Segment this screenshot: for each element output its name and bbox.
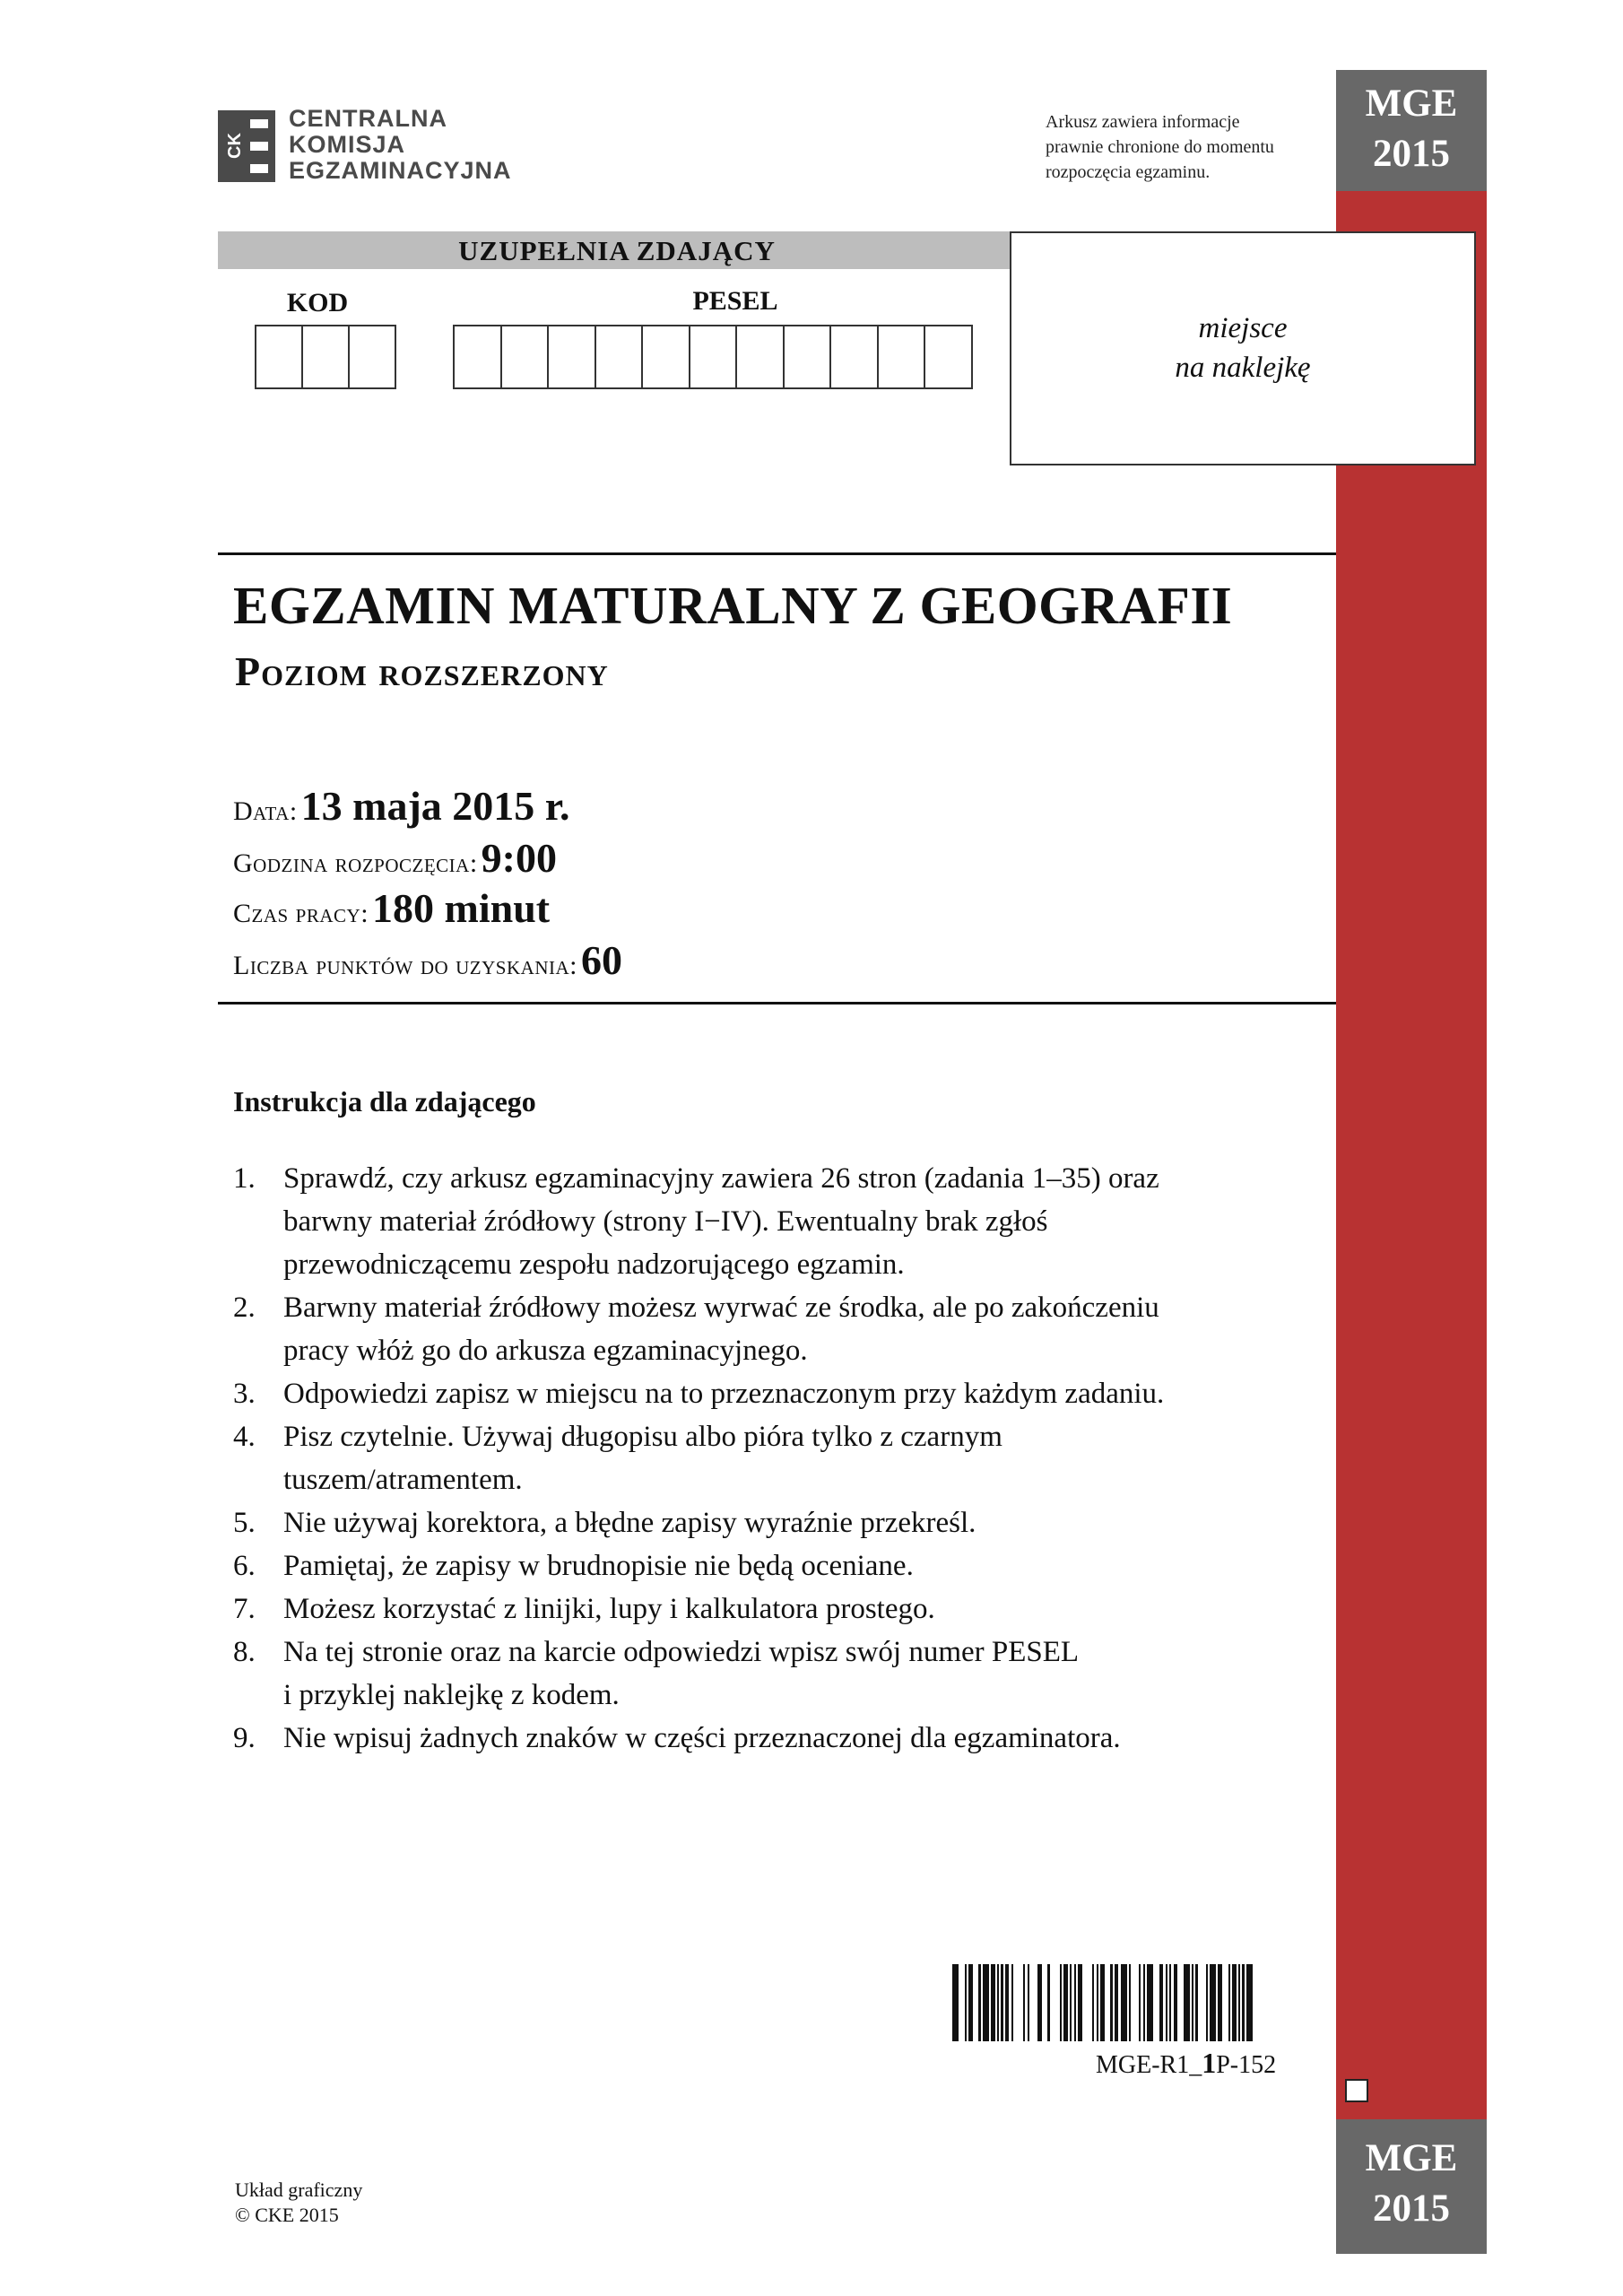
side-code: MGE [1365, 83, 1458, 125]
side-year: 2015 [1373, 133, 1450, 175]
logo-line: KOMISJA [289, 131, 406, 158]
date-value: 13 maja 2015 r. [300, 783, 570, 829]
sticker-line: na naklejkę [1175, 352, 1311, 384]
duration-row [233, 884, 550, 932]
date-label: Data: [233, 796, 298, 826]
list-item [233, 1544, 1327, 1587]
pesel-label: PESEL [692, 286, 778, 316]
notice-line: rozpoczęcia egzaminu. [1046, 162, 1211, 182]
notice-line: Arkusz zawiera informacje [1046, 112, 1240, 132]
start-label: Godzina rozpoczęcia: [233, 848, 478, 878]
instructions-list [233, 1157, 1327, 1760]
duration-label: Czas pracy: [233, 899, 369, 928]
instructions-heading: Instrukcja dla zdającego [233, 1085, 536, 1118]
pesel-cell[interactable] [549, 326, 596, 387]
list-item [233, 1717, 1327, 1760]
points-label: Liczba punktów do uzyskania: [233, 951, 577, 980]
pesel-cell[interactable] [879, 326, 926, 387]
pesel-cell[interactable] [831, 326, 879, 387]
item-number: 5. [233, 1507, 256, 1539]
kod-cell[interactable] [350, 326, 396, 387]
pesel-cell[interactable] [925, 326, 973, 387]
kod-cell[interactable] [256, 326, 303, 387]
pesel-cell[interactable] [643, 326, 690, 387]
points-value: 60 [580, 937, 622, 983]
start-value: 9:00 [481, 835, 557, 881]
divider [218, 1002, 1336, 1004]
list-item [233, 1587, 1327, 1631]
item-text: Odpowiedzi zapisz w miejscu na to przeznaczonym przy każdym zadaniu. [283, 1378, 1165, 1410]
form-header-title: UZUPEŁNIA ZDAJĄCY [458, 235, 776, 266]
start-row [233, 834, 557, 882]
logo-text [289, 106, 512, 184]
item-number: 1. [233, 1162, 256, 1195]
pesel-cell[interactable] [455, 326, 502, 387]
sticker-line: miejsce [1198, 312, 1288, 344]
side-code: MGE [1365, 2137, 1458, 2179]
item-number: 9. [233, 1722, 256, 1754]
item-text: Pisz czytelnie. Używaj długopisu albo pióra tylko z czarnym tuszem/atramentem. [283, 1421, 1002, 1496]
divider [218, 552, 1336, 555]
item-number: 8. [233, 1636, 256, 1668]
side-code-bottom [1336, 2119, 1487, 2254]
item-text: Nie wpisuj żadnych znaków w części przeznaczonej dla egzaminatora. [283, 1722, 1121, 1754]
pesel-cell[interactable] [690, 326, 738, 387]
side-red-band [1336, 191, 1487, 2119]
footer-line: © CKE 2015 [235, 2204, 339, 2226]
barcode-label [1096, 2048, 1276, 2081]
list-item [233, 1157, 1327, 1286]
side-year: 2015 [1373, 2187, 1450, 2230]
list-item [233, 1415, 1327, 1501]
pesel-cell[interactable] [596, 326, 644, 387]
item-number: 2. [233, 1292, 256, 1324]
footer [235, 2178, 362, 2228]
kod-cell[interactable] [303, 326, 350, 387]
item-number: 7. [233, 1593, 256, 1625]
pesel-field[interactable] [453, 325, 973, 389]
pesel-cell[interactable] [785, 326, 832, 387]
barcode-icon [952, 1964, 1311, 2041]
item-text: Na tej stronie oraz na karcie odpowiedzi wpisz swój numer PESEL i przyklej naklejkę z kodem. [283, 1636, 1080, 1711]
logo-mark-text: CK [225, 133, 245, 160]
exam-level: Poziom rozszerzony [235, 648, 609, 694]
barcode-prefix: MGE-R1_ [1096, 2051, 1202, 2079]
pesel-cell[interactable] [737, 326, 785, 387]
points-row [233, 936, 622, 984]
sticker-label [1010, 309, 1476, 387]
kod-label: KOD [286, 288, 349, 317]
list-item [233, 1372, 1327, 1415]
cke-logo-icon [218, 110, 275, 182]
duration-value: 180 minut [372, 885, 551, 931]
barcode-bold: 1 [1202, 2047, 1217, 2079]
item-text: Możesz korzystać z linijki, lupy i kalkulatora prostego. [283, 1593, 935, 1625]
item-number: 4. [233, 1421, 256, 1453]
footer-line: Układ graficzny [235, 2179, 363, 2201]
pesel-cell[interactable] [502, 326, 550, 387]
side-code-top [1336, 70, 1487, 191]
date-row [233, 782, 570, 830]
legal-notice [1046, 109, 1274, 185]
list-item [233, 1286, 1327, 1372]
exam-title: EGZAMIN MATURALNY Z GEOGRAFII [233, 576, 1233, 635]
barcode-suffix: P-152 [1216, 2051, 1277, 2079]
item-text: Pamiętaj, że zapisy w brudnopisie nie będą oceniane. [283, 1550, 914, 1582]
notice-line: prawnie chronione do momentu [1046, 137, 1274, 157]
list-item [233, 1501, 1327, 1544]
list-item [233, 1631, 1327, 1717]
item-number: 6. [233, 1550, 256, 1582]
kod-field[interactable] [255, 325, 396, 389]
logo-line: EGZAMINACYJNA [289, 157, 512, 184]
item-text: Nie używaj korektora, a błędne zapisy wyraźnie przekreśl. [283, 1507, 976, 1539]
item-number: 3. [233, 1378, 256, 1410]
logo-line: CENTRALNA [289, 105, 447, 132]
item-text: Sprawdź, czy arkusz egzaminacyjny zawiera 26 stron (zadania 1–35) oraz barwny materiał źródłowy (strony I−IV). Ewentualny brak zgłoś przewodniczącemu zespołu nadzorującego egzamin. [283, 1162, 1159, 1281]
checkbox-square[interactable] [1345, 2079, 1368, 2102]
item-text: Barwny materiał źródłowy możesz wyrwać ze środka, ale po zakończeniu pracy włóż go do arkusza egzaminacyjnego. [283, 1292, 1159, 1367]
